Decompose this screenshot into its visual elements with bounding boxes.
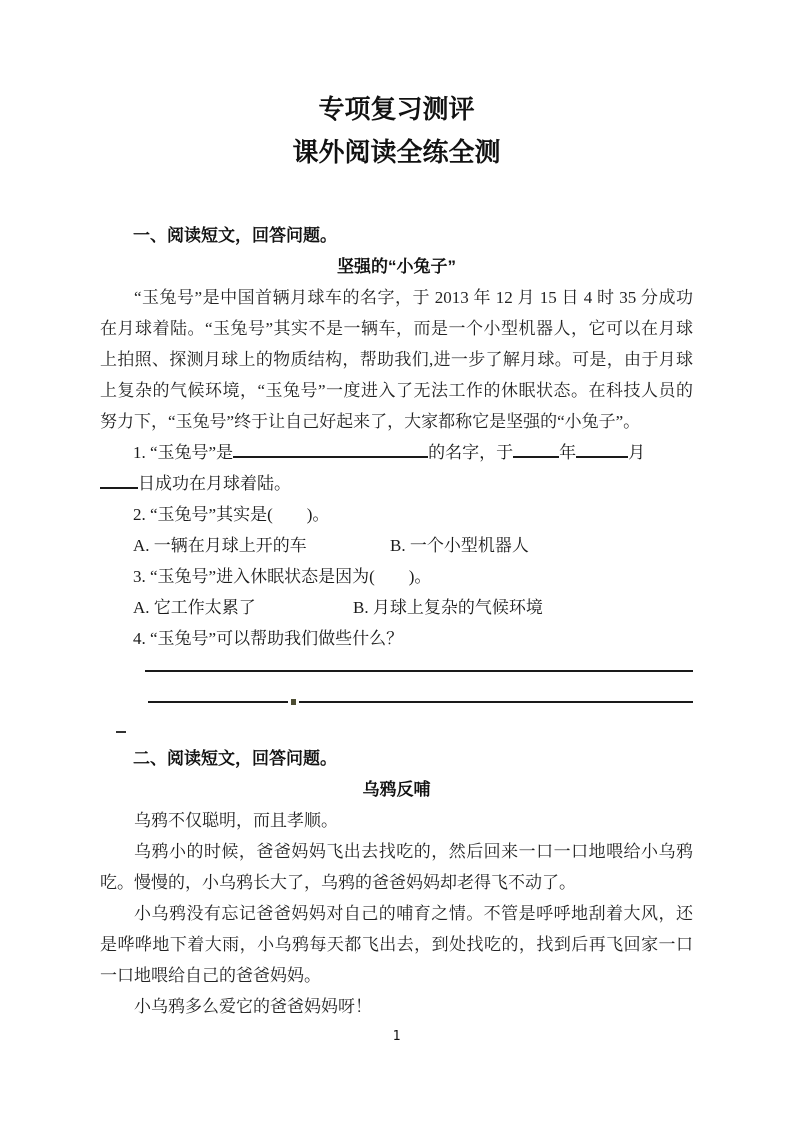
question-1-line2 (100, 468, 693, 499)
section2-paragraph-2: 乌鸦小的时候，爸爸妈妈飞出去找吃的，然后回来一口一口地喂给小乌鸦吃。慢慢的，小乌鸦长大了，乌鸦的爸爸妈妈却老得飞不动了。 (100, 842, 693, 892)
answer-blank-day (100, 472, 138, 489)
section2-paragraph-1: 乌鸦不仅聪明，而且孝顺。 (134, 811, 338, 830)
question-2-options (100, 530, 693, 561)
answer-rule-line-2-segment-2 (299, 701, 693, 703)
question-1-line2-text: 日成功在月球着陆。 (138, 474, 291, 493)
question-1-text-part2: 的名字，于 (428, 443, 514, 462)
answer-rule-line-2-segment-1 (148, 701, 288, 703)
answer-rule-line-1 (145, 670, 693, 672)
question-1-line1 (100, 437, 693, 468)
stray-dash-mark (116, 731, 126, 733)
page-number: 1 (392, 1029, 401, 1044)
question-1-text-part1: 1. “玉兔号”是 (133, 443, 234, 462)
section1-heading: 一、阅读短文，回答问题。 (133, 226, 337, 245)
section2-heading: 二、阅读短文，回答问题。 (133, 749, 337, 768)
answer-blank-name (233, 441, 428, 458)
question-3-option-a: A. 它工作太累了 (133, 598, 256, 617)
question-3-option-b: B. 月球上复杂的气候环境 (353, 598, 543, 617)
answer-rule-line-2 (148, 699, 693, 705)
question-1-year-label: 年 (559, 443, 577, 462)
document-title-line2: 课外阅读全练全测 (292, 137, 501, 167)
stray-period-mark (291, 699, 296, 705)
section2-passage-title: 乌鸦反哺 (362, 780, 431, 799)
question-2-option-a: A. 一辆在月球上开的车 (133, 536, 307, 555)
section2-paragraph-3: 小乌鸦没有忘记爸爸妈妈对自己的哺育之情。不管是呼呼地刮着大风，还是哗哗地下着大雨，小乌鸦每天都飞出去，到处找吃的，找到后再飞回家一口一口地喂给自己的爸爸妈妈。 (100, 904, 693, 985)
document-title-line1: 专项复习测评 (318, 94, 475, 124)
question-2-option-b: B. 一个小型机器人 (390, 536, 529, 555)
section1-passage-title: 坚强的“小兔子” (337, 257, 456, 276)
answer-blank-month (576, 441, 628, 458)
question-4-text: 4. “玉兔号”可以帮助我们做些什么？ (133, 629, 404, 648)
question-3-text: 3. “玉兔号”进入休眠状态是因为( )。 (133, 567, 432, 586)
answer-blank-year (513, 441, 559, 458)
question-1-month-label: 月 (628, 443, 646, 462)
question-2-text: 2. “玉兔号”其实是( )。 (133, 505, 330, 524)
question-3-options (100, 592, 693, 623)
section1-passage-text: “玉兔号”是中国首辆月球车的名字，于 2013 年 12 月 15 日 4 时 35 分成功在月球着陆。“玉兔号”其实不是一辆车，而是一个小型机器人，它可以在月球上拍照、探测月球上的物质结构，帮助我们,进一步了解月球。可是，由于月球上复杂的气候环境，“玉兔号”一度进入了无法工作的休眠状态。在科技人员的努力下，“玉兔号”终于让自己好起来了，大家都称它是坚强的“小兔子”。 (100, 288, 693, 431)
section2-paragraph-4: 小乌鸦多么爱它的爸爸妈妈呀！ (134, 997, 372, 1016)
